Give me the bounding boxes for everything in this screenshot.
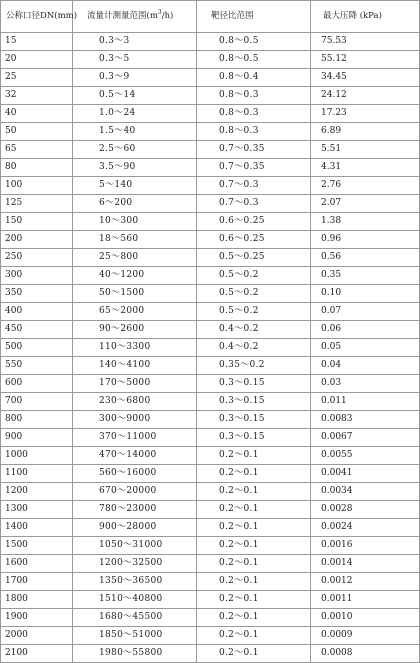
cell-flow-range: 110～3300 [73, 339, 197, 357]
cell-dn: 550 [1, 357, 73, 375]
cell-dn: 1300 [1, 501, 73, 519]
cell-flow-range: 1.5～40 [73, 123, 197, 141]
cell-flow-range: 1200～32500 [73, 555, 197, 573]
cell-ratio: 0.7～0.35 [197, 159, 311, 177]
table-row [1, 285, 420, 303]
table-row [1, 51, 420, 69]
cell-flow-range: 40～1200 [73, 267, 197, 285]
table-row [1, 609, 420, 627]
table-row [1, 231, 420, 249]
cell-ratio: 0.8～0.4 [197, 69, 311, 87]
cell-max-drop: 0.03 [311, 375, 420, 393]
cell-flow-range: 0.3～9 [73, 69, 197, 87]
cell-dn: 800 [1, 411, 73, 429]
table-row [1, 375, 420, 393]
table-row [1, 465, 420, 483]
cell-dn: 2100 [1, 645, 73, 663]
cell-max-drop: 0.0016 [311, 537, 420, 555]
cell-flow-range: 90～2600 [73, 321, 197, 339]
cell-ratio: 0.2～0.1 [197, 645, 311, 663]
cell-ratio: 0.6～0.25 [197, 213, 311, 231]
cell-max-drop: 55.12 [311, 51, 420, 69]
header-flow-suffix: /h) [161, 11, 174, 21]
header-flow-sup: 3 [157, 9, 162, 17]
cell-ratio: 0.2～0.1 [197, 555, 311, 573]
cell-ratio: 0.2～0.1 [197, 573, 311, 591]
header-flow-prefix: 流量计测量范围(m [87, 11, 158, 21]
cell-flow-range: 65～2000 [73, 303, 197, 321]
cell-flow-range: 10～300 [73, 213, 197, 231]
cell-flow-range: 560～16000 [73, 465, 197, 483]
cell-dn: 200 [1, 231, 73, 249]
header-flow-range [73, 1, 197, 33]
cell-dn: 450 [1, 321, 73, 339]
cell-ratio: 0.8～0.5 [197, 51, 311, 69]
cell-max-drop: 0.10 [311, 285, 420, 303]
cell-flow-range: 470～14000 [73, 447, 197, 465]
table-row [1, 429, 420, 447]
table-row [1, 555, 420, 573]
cell-ratio: 0.2～0.1 [197, 537, 311, 555]
cell-max-drop: 17.23 [311, 105, 420, 123]
cell-dn: 1000 [1, 447, 73, 465]
table-body [1, 33, 420, 663]
cell-dn: 250 [1, 249, 73, 267]
table-row [1, 339, 420, 357]
cell-flow-range: 50～1500 [73, 285, 197, 303]
cell-dn: 15 [1, 33, 73, 51]
cell-max-drop: 4.31 [311, 159, 420, 177]
cell-dn: 400 [1, 303, 73, 321]
cell-max-drop: 5.51 [311, 141, 420, 159]
cell-max-drop: 0.06 [311, 321, 420, 339]
cell-ratio: 0.2～0.1 [197, 609, 311, 627]
cell-flow-range: 170～5000 [73, 375, 197, 393]
cell-ratio: 0.3～0.15 [197, 429, 311, 447]
cell-max-drop: 0.0010 [311, 609, 420, 627]
cell-max-drop: 0.0067 [311, 429, 420, 447]
cell-max-drop: 0.0009 [311, 627, 420, 645]
cell-ratio: 0.2～0.1 [197, 627, 311, 645]
cell-ratio: 0.3～0.15 [197, 393, 311, 411]
cell-ratio: 0.4～0.2 [197, 321, 311, 339]
cell-dn: 1900 [1, 609, 73, 627]
cell-max-drop: 0.011 [311, 393, 420, 411]
cell-max-drop: 1.38 [311, 213, 420, 231]
cell-dn: 1200 [1, 483, 73, 501]
cell-flow-range: 18～560 [73, 231, 197, 249]
cell-dn: 2000 [1, 627, 73, 645]
cell-ratio: 0.5～0.25 [197, 249, 311, 267]
table-row [1, 321, 420, 339]
cell-ratio: 0.3～0.15 [197, 411, 311, 429]
cell-dn: 100 [1, 177, 73, 195]
cell-flow-range: 5～140 [73, 177, 197, 195]
cell-ratio: 0.2～0.1 [197, 591, 311, 609]
cell-dn: 65 [1, 141, 73, 159]
table-row [1, 411, 420, 429]
table-row [1, 519, 420, 537]
table-header [1, 1, 420, 33]
cell-ratio: 0.7～0.35 [197, 141, 311, 159]
cell-flow-range: 1680～45500 [73, 609, 197, 627]
cell-max-drop: 0.0012 [311, 573, 420, 591]
cell-ratio: 0.5～0.2 [197, 285, 311, 303]
cell-ratio: 0.2～0.1 [197, 483, 311, 501]
cell-dn: 1700 [1, 573, 73, 591]
cell-ratio: 0.2～0.1 [197, 465, 311, 483]
cell-flow-range: 780～23000 [73, 501, 197, 519]
cell-dn: 25 [1, 69, 73, 87]
cell-dn: 1100 [1, 465, 73, 483]
cell-ratio: 0.8～0.3 [197, 123, 311, 141]
cell-dn: 1500 [1, 537, 73, 555]
cell-max-drop: 0.35 [311, 267, 420, 285]
table-row [1, 573, 420, 591]
cell-dn: 20 [1, 51, 73, 69]
cell-max-drop: 0.0014 [311, 555, 420, 573]
cell-ratio: 0.4～0.2 [197, 339, 311, 357]
cell-max-drop: 0.04 [311, 357, 420, 375]
cell-flow-range: 0.5～14 [73, 87, 197, 105]
cell-dn: 600 [1, 375, 73, 393]
cell-max-drop: 75.53 [311, 33, 420, 51]
table-row [1, 447, 420, 465]
cell-dn: 1800 [1, 591, 73, 609]
table-row [1, 105, 420, 123]
table-row [1, 159, 420, 177]
cell-flow-range: 1980～55800 [73, 645, 197, 663]
cell-flow-range: 0.3～5 [73, 51, 197, 69]
cell-dn: 32 [1, 87, 73, 105]
cell-max-drop: 0.0055 [311, 447, 420, 465]
cell-ratio: 0.5～0.2 [197, 303, 311, 321]
cell-max-drop: 0.0034 [311, 483, 420, 501]
cell-ratio: 0.2～0.1 [197, 519, 311, 537]
cell-flow-range: 900～28000 [73, 519, 197, 537]
table-row [1, 483, 420, 501]
table-row [1, 303, 420, 321]
cell-dn: 300 [1, 267, 73, 285]
cell-flow-range: 670～20000 [73, 483, 197, 501]
cell-ratio: 0.2～0.1 [197, 447, 311, 465]
table-row [1, 537, 420, 555]
cell-ratio: 0.3～0.15 [197, 375, 311, 393]
cell-dn: 80 [1, 159, 73, 177]
cell-flow-range: 3.5～90 [73, 159, 197, 177]
cell-max-drop: 6.89 [311, 123, 420, 141]
table-row [1, 195, 420, 213]
cell-flow-range: 230～6800 [73, 393, 197, 411]
cell-ratio: 0.5～0.2 [197, 267, 311, 285]
table-row [1, 87, 420, 105]
header-row [1, 1, 420, 33]
cell-flow-range: 2.5～60 [73, 141, 197, 159]
table-row [1, 393, 420, 411]
cell-dn: 350 [1, 285, 73, 303]
cell-flow-range: 300～9000 [73, 411, 197, 429]
cell-max-drop: 34.45 [311, 69, 420, 87]
cell-max-drop: 0.05 [311, 339, 420, 357]
cell-max-drop: 0.0011 [311, 591, 420, 609]
cell-ratio: 0.6～0.25 [197, 231, 311, 249]
cell-ratio: 0.8～0.3 [197, 87, 311, 105]
header-dn: 公称口径DN(mm) [1, 1, 73, 33]
cell-flow-range: 25～800 [73, 249, 197, 267]
table-row [1, 123, 420, 141]
table-row [1, 645, 420, 663]
cell-dn: 125 [1, 195, 73, 213]
cell-flow-range: 1510～40800 [73, 591, 197, 609]
cell-max-drop: 0.96 [311, 231, 420, 249]
cell-dn: 900 [1, 429, 73, 447]
cell-max-drop: 2.07 [311, 195, 420, 213]
cell-max-drop: 0.0024 [311, 519, 420, 537]
table-row [1, 33, 420, 51]
cell-dn: 1400 [1, 519, 73, 537]
cell-dn: 500 [1, 339, 73, 357]
cell-dn: 1600 [1, 555, 73, 573]
cell-ratio: 0.8～0.5 [197, 33, 311, 51]
table-row [1, 591, 420, 609]
table-row [1, 627, 420, 645]
table-row [1, 501, 420, 519]
cell-flow-range: 1.0～24 [73, 105, 197, 123]
cell-dn: 700 [1, 393, 73, 411]
cell-ratio: 0.35～0.2 [197, 357, 311, 375]
cell-flow-range: 1350～36500 [73, 573, 197, 591]
cell-ratio: 0.2～0.1 [197, 501, 311, 519]
cell-flow-range: 370～11000 [73, 429, 197, 447]
cell-dn: 50 [1, 123, 73, 141]
cell-flow-range: 140～4100 [73, 357, 197, 375]
cell-flow-range: 0.3～3 [73, 33, 197, 51]
cell-dn: 40 [1, 105, 73, 123]
cell-flow-range: 6～200 [73, 195, 197, 213]
cell-ratio: 0.7～0.3 [197, 177, 311, 195]
cell-dn: 150 [1, 213, 73, 231]
table-row [1, 177, 420, 195]
cell-max-drop: 0.0041 [311, 465, 420, 483]
table-row [1, 69, 420, 87]
table-row [1, 249, 420, 267]
cell-flow-range: 1850～51000 [73, 627, 197, 645]
table-row [1, 213, 420, 231]
cell-max-drop: 2.76 [311, 177, 420, 195]
cell-max-drop: 0.0083 [311, 411, 420, 429]
cell-max-drop: 0.0008 [311, 645, 420, 663]
cell-max-drop: 24.12 [311, 87, 420, 105]
cell-max-drop: 0.07 [311, 303, 420, 321]
cell-ratio: 0.8～0.3 [197, 105, 311, 123]
table-row [1, 267, 420, 285]
table-row [1, 357, 420, 375]
header-max-drop: 最大压降 (kPa) [311, 1, 420, 33]
header-ratio: 靶径比范围 [197, 1, 311, 33]
cell-max-drop: 0.0028 [311, 501, 420, 519]
cell-flow-range: 1050～31000 [73, 537, 197, 555]
cell-ratio: 0.7～0.3 [197, 195, 311, 213]
cell-max-drop: 0.56 [311, 249, 420, 267]
table-row [1, 141, 420, 159]
